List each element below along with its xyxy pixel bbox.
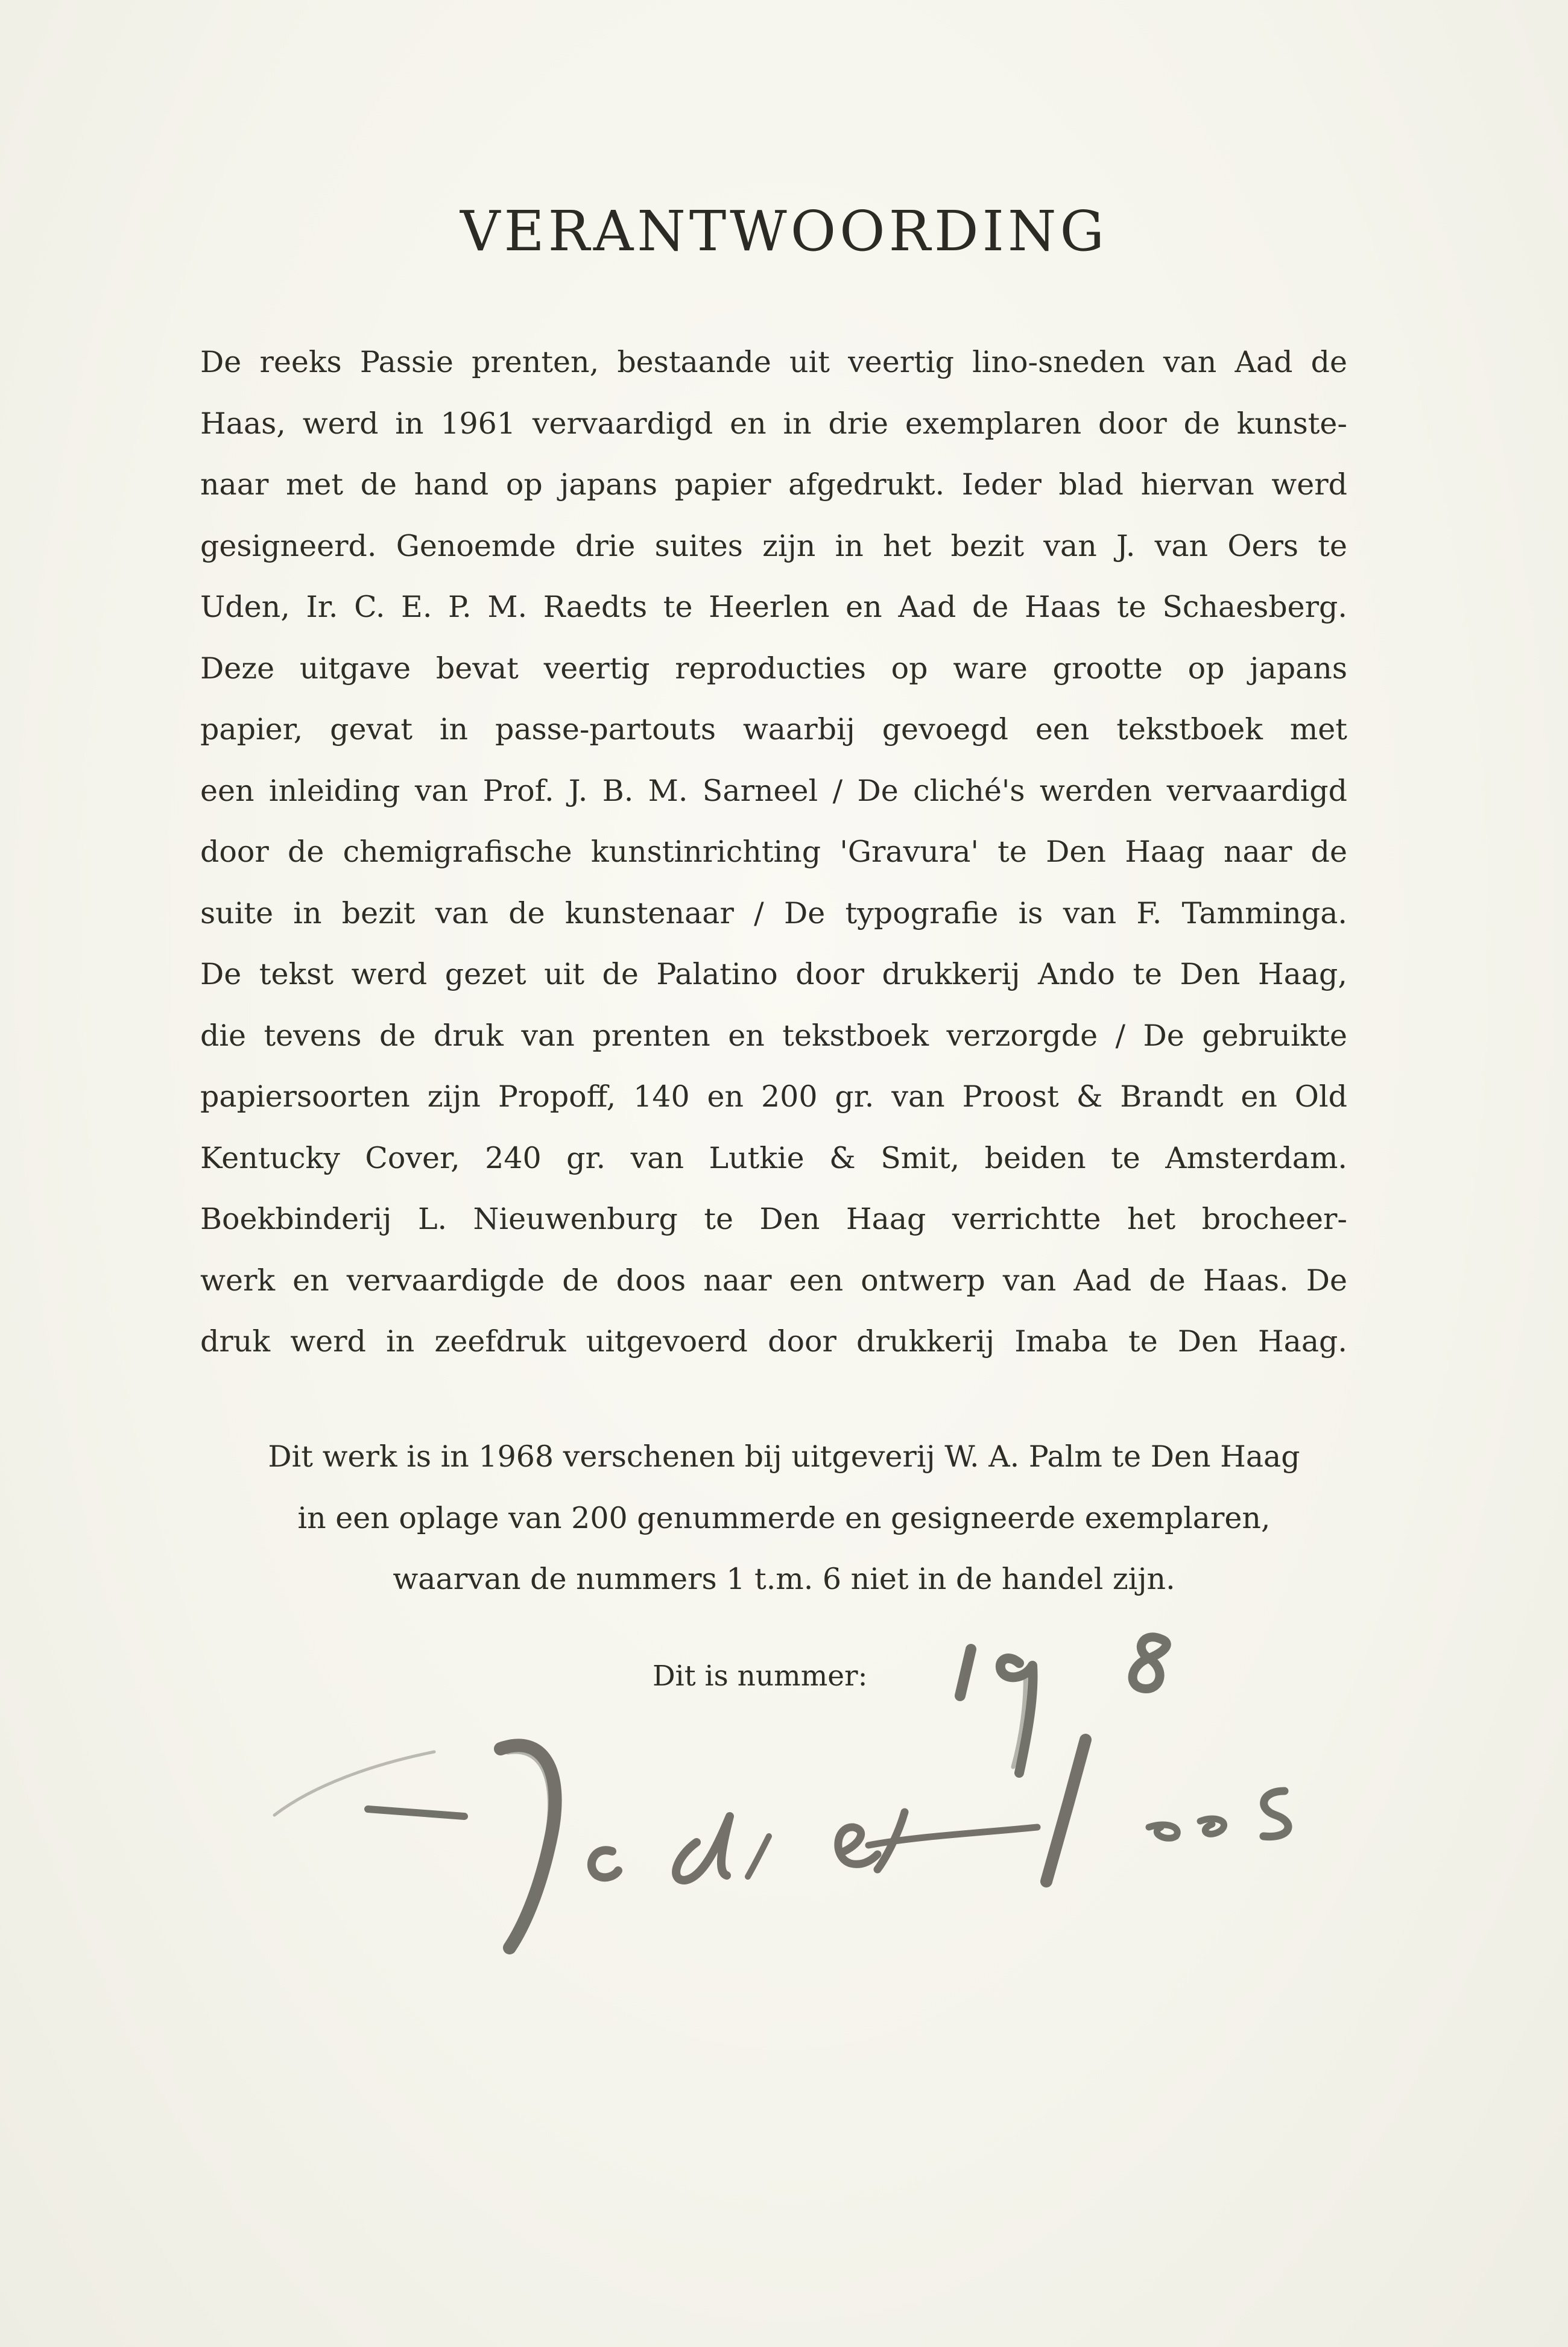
colophon-closing [0,1426,1568,1610]
body-line: suite in bezit van de kunstenaar / De typografie is van F. Tamminga. [200,896,1347,930]
closing-line: waarvan de nummers 1 t.m. 6 niet in de handel zijn. [393,1562,1175,1596]
number-label: Dit is nummer: [653,1660,868,1693]
body-line: De tekst werd gezet uit de Palatino door drukkerij Ando te Den Haag, [200,957,1347,991]
page-title: VERANTWOORDING [460,199,1108,264]
body-line: Haas, werd in 1961 vervaardigd en in drie exemplaren door de kunste- [200,406,1347,441]
body-paragraph [200,332,1347,1373]
body-line: Deze uitgave bevat veertig reproducties op ware grootte op japans [200,651,1347,686]
body-line: naar met de hand op japans papier afgedrukt. Ieder blad hiervan werd [200,467,1347,502]
body-line: De reeks Passie prenten, bestaande uit veertig lino-sneden van Aad de [200,345,1347,379]
body-line: een inleiding van Prof. J. B. M. Sarneel / De cliché's werden vervaardigd [200,773,1347,808]
handwritten-number [960,1637,1166,1773]
body-line: papiersoorten zijn Propoff, 140 en 200 gr. van Proost & Brandt en Old [200,1079,1347,1114]
closing-line: in een oplage van 200 genummerde en gesigneerde exemplaren, [297,1500,1271,1535]
body-line: papier, gevat in passe-partouts waarbij gevoegd een tekstboek met [200,712,1347,747]
closing-line: Dit werk is in 1968 verschenen bij uitgeverij W. A. Palm te Den Haag [268,1439,1300,1474]
body-line: door de chemigrafische kunstinrichting 'Gravura' te Den Haag naar de [200,835,1347,869]
body-line: Boekbinderij L. Nieuwenburg te Den Haag verrichtte het brocheer- [200,1202,1347,1236]
body-line: Uden, Ir. C. E. P. M. Raedts te Heerlen en Aad de Haas te Schaesberg. [200,590,1347,624]
body-line: druk werd in zeefdruk uitgevoerd door drukkerij Imaba te Den Haag. [200,1324,1347,1359]
body-line: werk en vervaardigde de doos naar een ontwerp van Aad de Haas. De [200,1263,1347,1298]
body-line: die tevens de druk van prenten en tekstboek verzorgde / De gebruikte [200,1018,1347,1053]
body-line: Kentucky Cover, 240 gr. van Lutkie & Smit, beiden te Amsterdam. [200,1140,1347,1175]
signature [274,1740,1288,1948]
body-line: gesigneerd. Genoemde drie suites zijn in het bezit van J. van Oers te [200,528,1347,563]
